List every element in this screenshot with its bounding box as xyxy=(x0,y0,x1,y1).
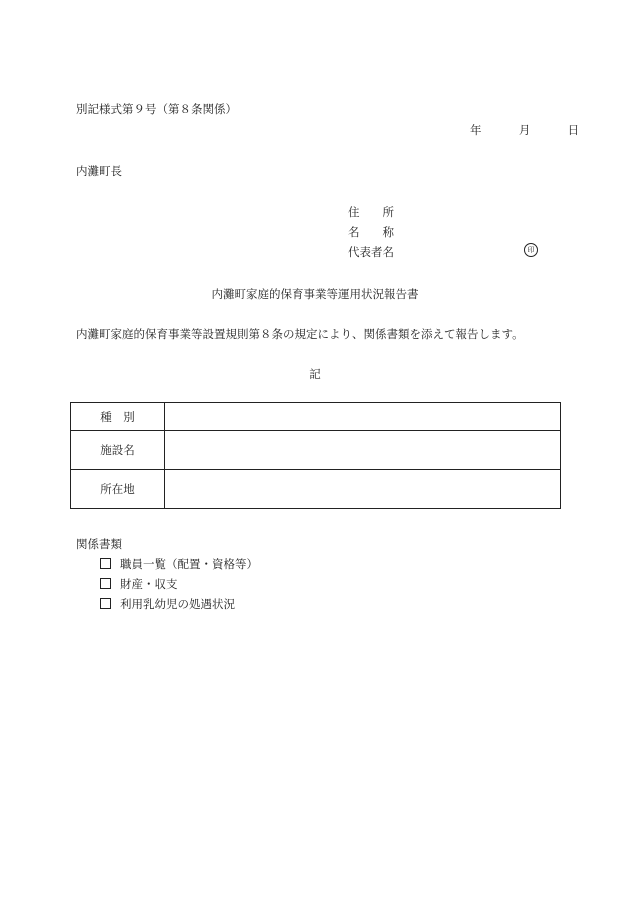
date-line xyxy=(470,122,579,138)
ki-heading: 記 xyxy=(309,367,321,381)
related-doc-item xyxy=(100,556,258,572)
seal-icon: 印 xyxy=(524,243,538,257)
table-row-facility xyxy=(71,431,561,470)
applicant-address-row xyxy=(348,204,410,220)
location-value-cell[interactable] xyxy=(165,470,561,509)
type-value-cell[interactable] xyxy=(165,403,561,431)
related-doc-label: 職員一覧（配置・資格等） xyxy=(120,557,258,571)
applicant-name-row xyxy=(348,224,410,240)
applicant-representative-label: 代表者名 xyxy=(348,245,394,259)
related-doc-label: 財産・収支 xyxy=(120,577,178,591)
type-label: 種 別 xyxy=(71,403,165,431)
related-doc-item xyxy=(100,596,235,612)
addressee: 内灘町長 xyxy=(76,164,122,178)
date-day: 日 xyxy=(567,123,580,137)
facility-name-value-cell[interactable] xyxy=(165,431,561,470)
checkbox-icon[interactable] xyxy=(100,558,111,569)
related-doc-label: 利用乳幼児の処遇状況 xyxy=(120,597,235,611)
applicant-address-label: 住 所 xyxy=(348,205,394,219)
facility-name-label: 施設名 xyxy=(71,431,165,470)
form-number: 別記様式第９号（第８条関係） xyxy=(76,102,237,116)
applicant-representative-row xyxy=(348,244,410,260)
applicant-name-label: 名 称 xyxy=(348,225,394,239)
facility-info-table xyxy=(70,402,561,509)
related-docs-heading: 関係書類 xyxy=(76,537,122,551)
document-title: 内灘町家庭的保育事業等運用状況報告書 xyxy=(211,287,419,301)
body-text: 内灘町家庭的保育事業等設置規則第８条の規定により、関係書類を添えて報告します。 xyxy=(76,327,524,341)
table-row-location xyxy=(71,470,561,509)
table-row-type xyxy=(71,403,561,431)
location-label: 所在地 xyxy=(71,470,165,509)
related-doc-item xyxy=(100,576,178,592)
checkbox-icon[interactable] xyxy=(100,578,111,589)
date-year: 年 xyxy=(470,123,482,137)
checkbox-icon[interactable] xyxy=(100,598,111,609)
date-month: 月 xyxy=(518,123,531,137)
